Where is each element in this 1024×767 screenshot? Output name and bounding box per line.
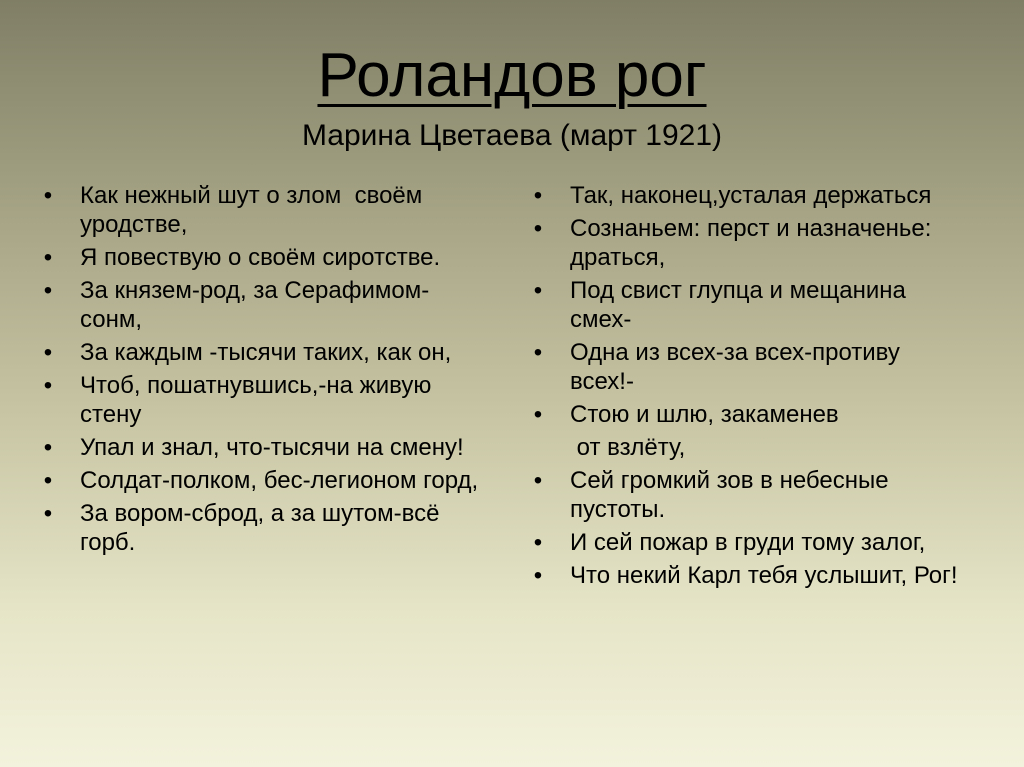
poem-line: • За вором-сброд, а за шутом-всё горб. [40,499,485,557]
poem-line: • Одна из всех-за всех-противу всех!- [530,338,970,396]
poem-line: • Чтоб, пошатнувшись,-на живую стену [40,371,485,429]
poem-line-continuation: от взлёту, [570,434,686,461]
poem-line: • И сей пожар в груди тому залог, [530,528,970,557]
slide-title: Роландов рог [317,41,707,110]
poem-line: • За князем-род, за Серафимом-сонм, [40,276,485,334]
poem-line: • Что некий Карл тебя услышит, Рог! [530,561,970,590]
poem-line: • Солдат-полком, бес-легионом горд, [40,466,485,495]
poem-line: • Как нежный шут о злом своём уродстве, [40,181,485,239]
poem-line: • Так, наконец,усталая держаться [530,181,970,210]
poem-line: • Под свист глупца и мещанина смех- [530,276,970,334]
poem-line: • Я повествую о своём сиротстве. [40,243,485,272]
poem-line: • Сознаньем: перст и назначенье: драться, [530,214,970,272]
poem-line: • Упал и знал, что-тысячи на смену! [40,433,485,462]
right-poem-column [530,181,970,594]
poem-line: • Стою и шлю, закаменев [530,400,970,429]
slide-subtitle: Марина Цветаева (март 1921) [301,119,723,152]
left-poem-column [40,181,485,561]
poem-line: • За каждым -тысячи таких, как он, [40,338,485,367]
poem-line: • Сей громкий зов в небесные пустоты. [530,466,970,524]
